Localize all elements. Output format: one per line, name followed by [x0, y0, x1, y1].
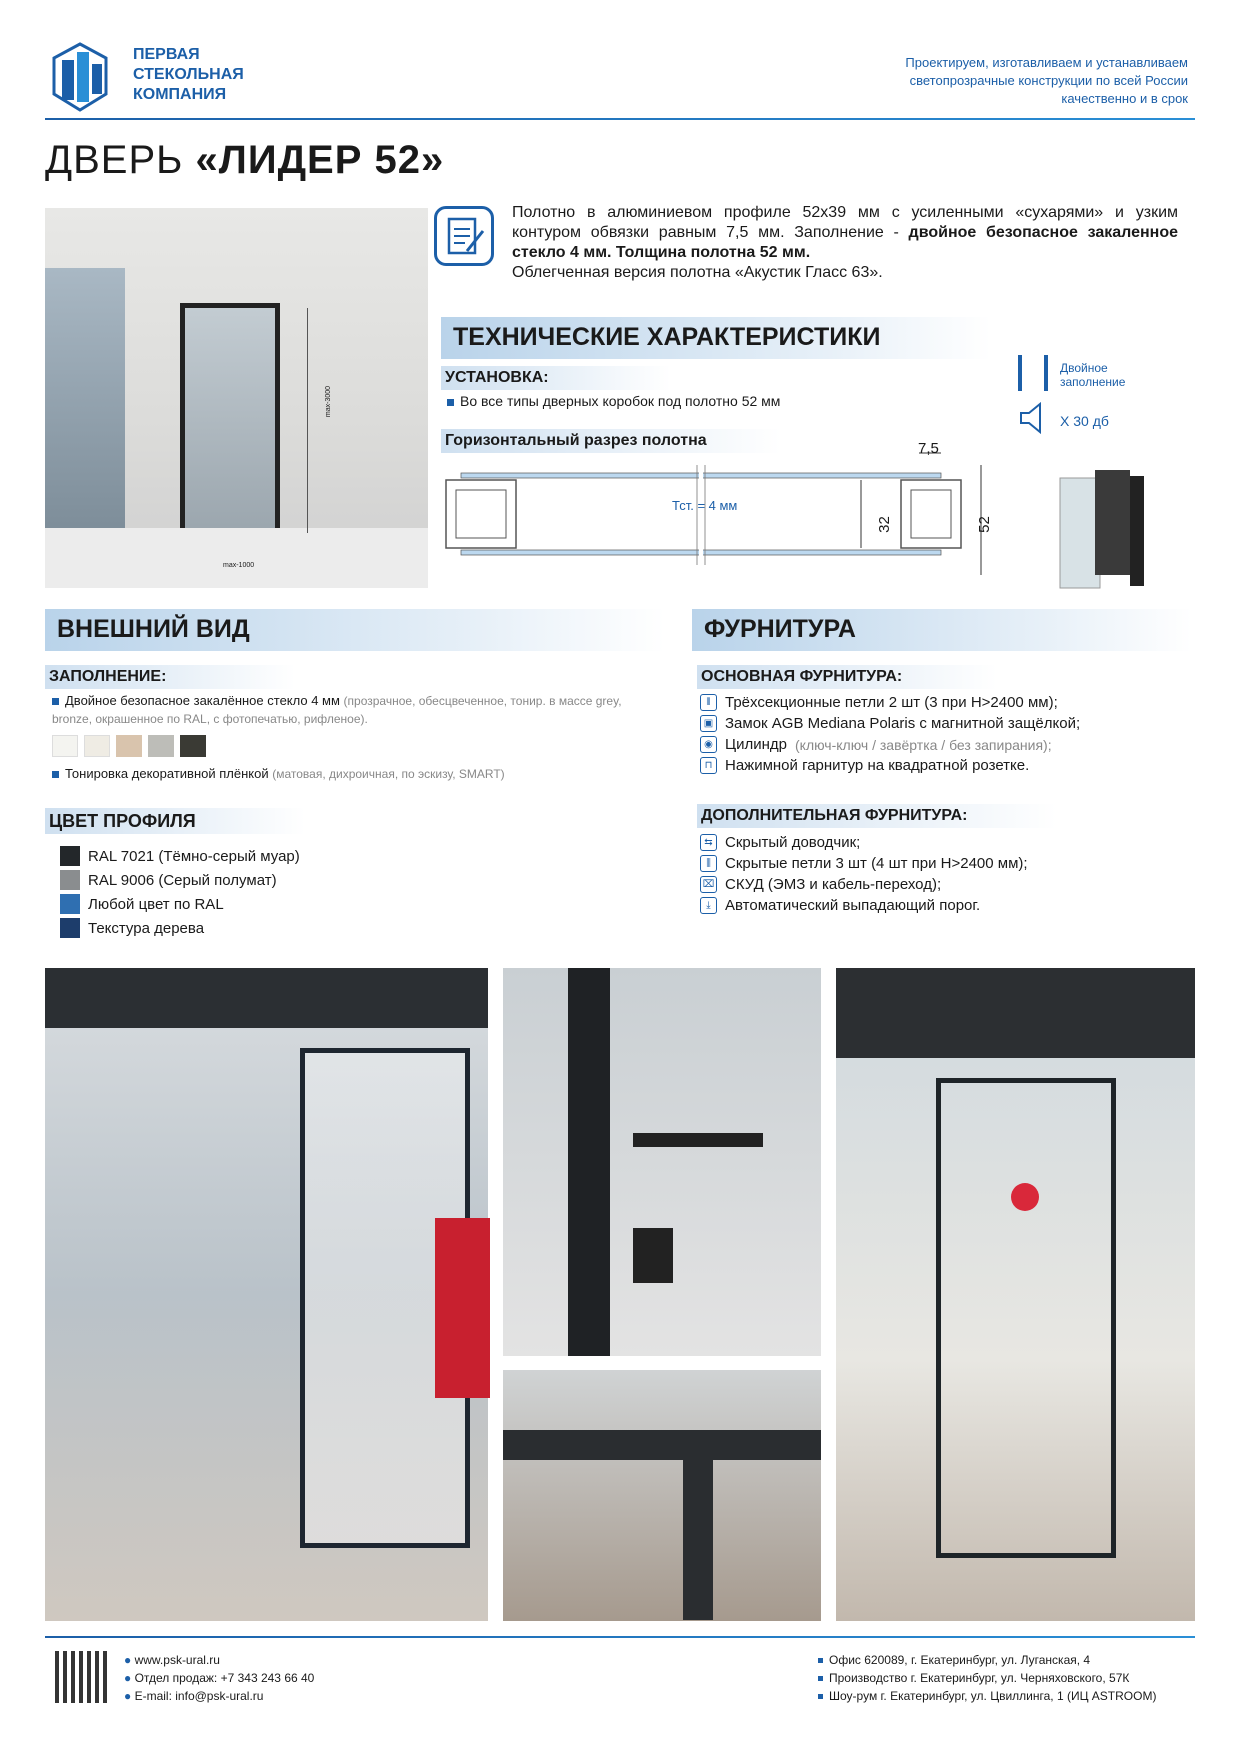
color-swatch	[60, 870, 80, 890]
tagline: Проектируем, изготавливаем и устанавливаем светопрозрачные конструкции по всей России качественно и в срок	[905, 55, 1188, 106]
glass-swatches	[52, 735, 206, 757]
color-label: Текстура дерева	[88, 919, 205, 937]
photo-handle-detail	[503, 968, 821, 1356]
footer-divider	[45, 1636, 1195, 1638]
company-name: ПЕРВАЯ СТЕКОЛЬНАЯ КОМПАНИЯ	[133, 46, 244, 103]
film-description: Тонировка декоративной плёнкой (матовая, дихроичная, по эскизу, SMART)	[52, 766, 505, 781]
clipboard-icon	[434, 206, 494, 266]
color-label: Любой цвет по RAL	[88, 895, 224, 913]
sound-icon	[1018, 402, 1048, 434]
glass-swatch	[84, 735, 110, 757]
fill-description: Двойное безопасное закалённое стекло 4 мм (прозрачное, обесцвеченное, тонир. в массе grey, bronze, окрашенное по RAL, с фотопечатью, рифленое).	[52, 693, 622, 726]
color-label: RAL 7021 (Тёмно-серый муар)	[88, 847, 300, 865]
email-link[interactable]: E-mail: info@psk-ural.ru	[134, 1689, 264, 1703]
website-link[interactable]: www.psk-ural.ru	[134, 1653, 220, 1667]
page-title: ДВЕРЬ «ЛИДЕР 52»	[45, 138, 445, 182]
color-swatch	[60, 846, 80, 866]
glass-swatch	[116, 735, 142, 757]
color-list	[60, 846, 300, 942]
profile-3d-image	[1055, 458, 1165, 593]
glass-swatch	[148, 735, 174, 757]
phone-link[interactable]: Отдел продаж: +7 343 243 66 40	[134, 1671, 315, 1685]
phone-icon: ●	[124, 1671, 135, 1685]
appearance-heading: ВНЕШНИЙ ВИД	[45, 609, 665, 651]
handle-icon: ⊓	[700, 757, 717, 774]
hardware-heading: ФУРНИТУРА	[692, 609, 1192, 651]
hero-photo	[45, 208, 428, 588]
mail-icon: ●	[124, 1689, 135, 1703]
install-heading: УСТАНОВКА:	[441, 366, 671, 390]
dim-width-label: max-1000	[223, 562, 255, 569]
glass-swatch	[180, 735, 206, 757]
header-divider	[45, 118, 1195, 120]
lock-icon: ▣	[700, 715, 717, 732]
sound-label: Х 30 дб	[1060, 413, 1109, 429]
dim-inner-label: 32	[875, 516, 893, 533]
extra-hardware-heading: ДОПОЛНИТЕЛЬНАЯ ФУРНИТУРА:	[697, 804, 1057, 828]
photo-corridor-door	[836, 968, 1195, 1621]
color-swatch	[60, 918, 80, 938]
access-control-icon: ⌧	[700, 876, 717, 893]
company-logo	[52, 42, 108, 112]
dim-height-label: max-3000	[325, 385, 333, 418]
glass-swatch	[52, 735, 78, 757]
hidden-hinge-icon: ⫼	[700, 855, 717, 872]
footer-addresses: Офис 620089, г. Екатеринбург, ул. Луганская, 4 Производство г. Екатеринбург, ул. Черняховского, 57К Шоу-рум г. Екатеринбург, ул. Цвиллинга, 1 (ИЦ ASTROOM)	[818, 1651, 1156, 1705]
footer-contacts	[124, 1651, 314, 1705]
dim-glass-label: Тст. = 4 мм	[672, 498, 738, 513]
fill-heading: ЗАПОЛНЕНИЕ:	[45, 665, 295, 689]
threshold-icon: ⤓	[700, 897, 717, 914]
install-text: Во все типы дверных коробок под полотно 52 мм	[447, 393, 780, 409]
section-heading: Горизонтальный разрез полотна	[441, 429, 781, 453]
double-fill-label: Двойное заполнение	[1060, 361, 1126, 389]
dim-frame-label: 7,5	[918, 440, 939, 457]
globe-icon: ●	[124, 1653, 135, 1667]
dim-total-label: 52	[975, 516, 993, 533]
tech-heading: ТЕХНИЧЕСКИЕ ХАРАКТЕРИСТИКИ	[441, 317, 991, 359]
color-label: RAL 9006 (Серый полумат)	[88, 871, 277, 889]
hinge-icon: ⫴	[700, 694, 717, 711]
qr-code	[55, 1651, 107, 1703]
cylinder-icon: ◉	[700, 736, 717, 753]
double-fill-icon	[1018, 355, 1048, 391]
main-hardware-list: ⫴ Трёхсекционные петли 2 шт (3 при Н>2400 мм); ▣ Замок AGB Mediana Polaris с магнитной защёлкой; ◉ Цилиндр (ключ-ключ / завёртка / без запирания); ⊓ Нажимной гарнитур на квадратной розетке.	[700, 694, 1080, 778]
photo-office-door	[45, 968, 488, 1621]
colors-heading: ЦВЕТ ПРОФИЛЯ	[45, 808, 305, 834]
main-hardware-heading: ОСНОВНАЯ ФУРНИТУРА:	[697, 665, 997, 689]
photo-frame-detail	[503, 1370, 821, 1621]
door-closer-icon: ⇆	[700, 834, 717, 851]
color-swatch	[60, 894, 80, 914]
profile-section-drawing	[441, 435, 1001, 595]
intro-text: Полотно в алюминиевом профиле 52х39 мм с усиленными «сухарями» и узким контуром обвязки равным 7,5 мм. Заполнение - двойное безопасное закаленное стекло 4 мм. Толщина полотна 52 мм. Облегченная версия полотна «Акустик Гласс 63».	[512, 204, 1179, 281]
extra-hardware-list: ⇆ Скрытый доводчик; ⫼ Скрытые петли 3 шт (4 шт при Н>2400 мм); ⌧ СКУД (ЭМЗ и кабель-переход); ⤓ Автоматический выпадающий порог.	[700, 834, 1028, 918]
